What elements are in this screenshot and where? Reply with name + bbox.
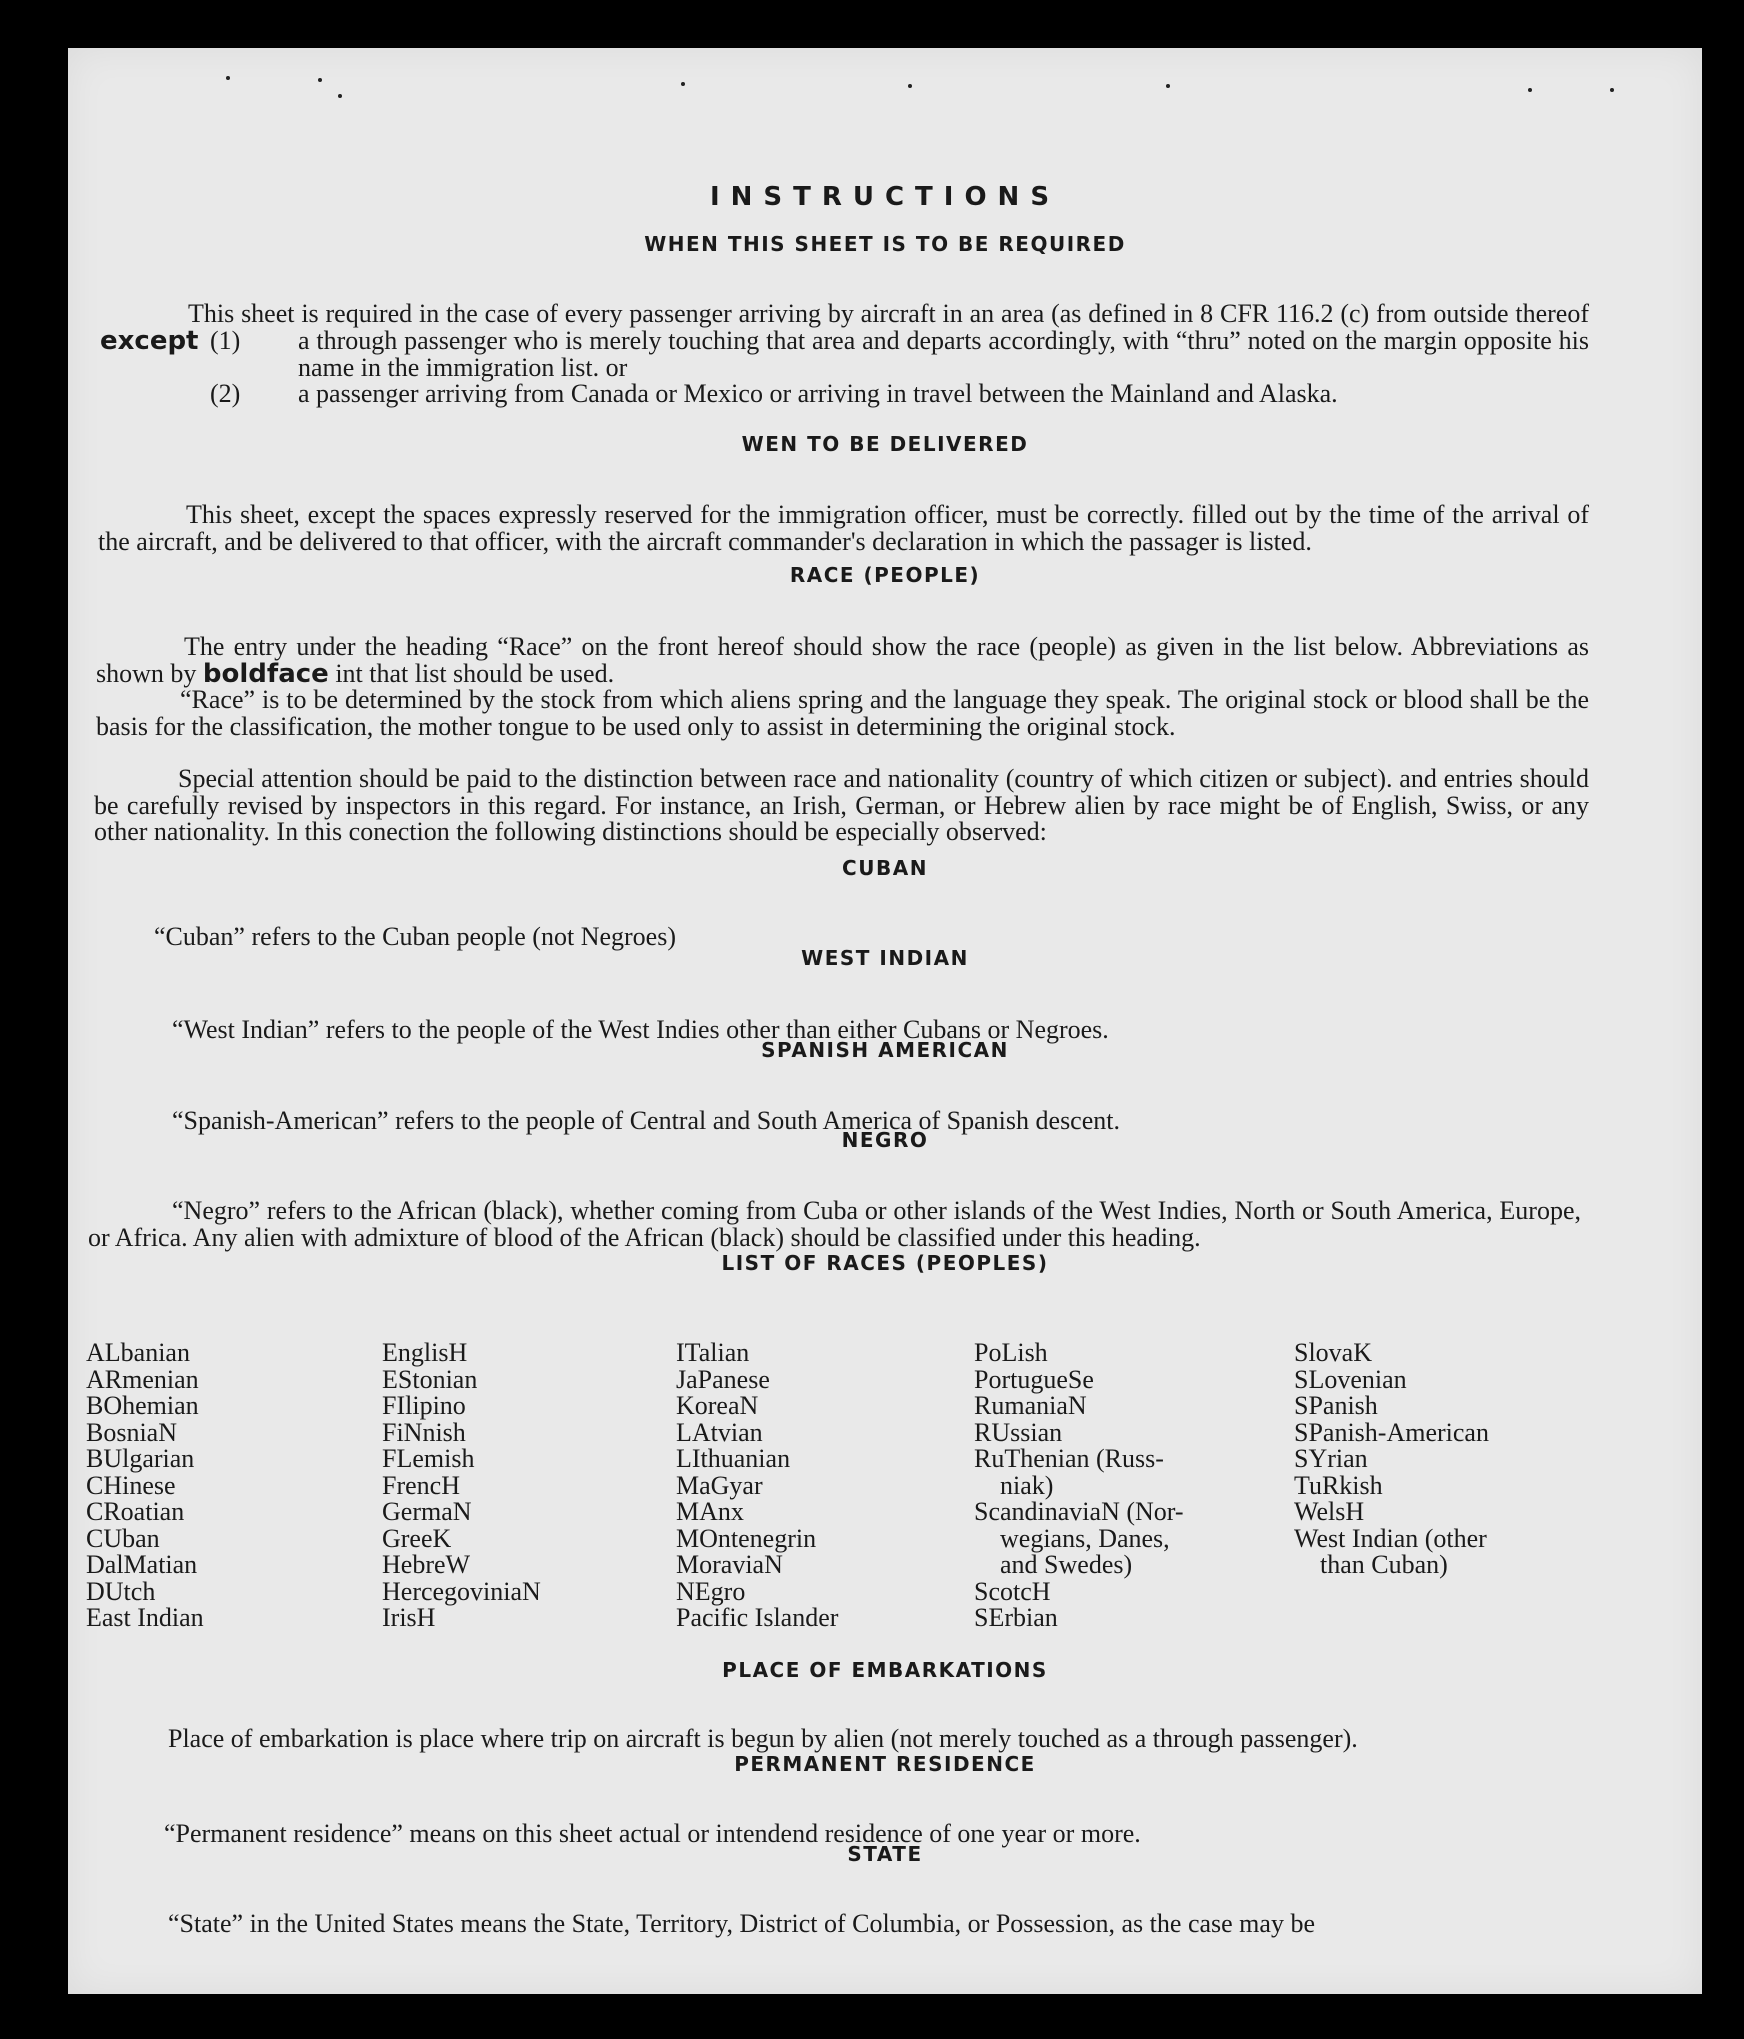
race-column-5 xyxy=(1294,1340,1489,1579)
race-item: GermaN xyxy=(382,1497,472,1526)
race-item: EnglisH xyxy=(382,1338,468,1367)
race-item: ITalian xyxy=(676,1338,750,1367)
paragraph-embarkation: Place of embarkation is place where trip on aircraft is begun by alien (not merely touched as a through passenger). xyxy=(168,1724,1358,1753)
race-item: wegians, Danes, xyxy=(1000,1523,1170,1553)
race-item: LIthuanian xyxy=(676,1444,791,1473)
heading-cuban: CUBAN xyxy=(842,856,928,880)
section-heading-when-delivered: WEN TO BE DELIVERED xyxy=(741,432,1029,456)
race-item: SPanish xyxy=(1294,1391,1378,1420)
race-item: BUlgarian xyxy=(86,1444,195,1473)
race-item: SErbian xyxy=(974,1603,1058,1632)
paragraph-negro: “Negro” refers to the African (black), whether coming from Cuba or other islands of the West Indies, North or South America, Europe, or Africa. Any alien with admixture of blood of the African (black) should be classified under this heading. xyxy=(88,1196,1581,1252)
race-item: MOntenegrin xyxy=(676,1523,817,1553)
race-item: DUtch xyxy=(86,1576,156,1606)
heading-state: STATE xyxy=(847,1842,923,1866)
race-item: ARmenian xyxy=(86,1364,199,1394)
speck xyxy=(1610,88,1614,92)
race-item: ScandinaviaN (Nor- xyxy=(974,1497,1184,1526)
race-item: WelsH xyxy=(1294,1497,1365,1526)
paragraph-permanent-residence: “Permanent residence” means on this sheet actual or intendend residence of one year or more. xyxy=(164,1819,1141,1848)
race-column-1 xyxy=(86,1340,204,1632)
race-item: MoraviaN xyxy=(676,1550,783,1579)
section-heading-when-required: WHEN THIS SHEET IS TO BE REQUIRED xyxy=(644,232,1126,256)
race-item: BosniaN xyxy=(86,1417,177,1447)
heading-permanent-residence: PERMANENT RESIDENCE xyxy=(734,1752,1036,1776)
race-item: ALbanian xyxy=(86,1338,190,1367)
speck xyxy=(1528,88,1532,92)
race-item: RUssian xyxy=(974,1417,1063,1447)
paragraph-west-indian: “West Indian” refers to the people of the West Indies other than either Cubans or Negroes. xyxy=(172,1015,1109,1044)
race-item: CHinese xyxy=(86,1470,176,1500)
race-item: LAtvian xyxy=(676,1417,763,1447)
race-item: ScotcH xyxy=(974,1576,1051,1606)
race-item: Pacific Islander xyxy=(676,1603,839,1632)
race-item: SlovaK xyxy=(1294,1338,1372,1367)
page-title: INSTRUCTIONS xyxy=(709,182,1061,212)
race-item: MAnx xyxy=(676,1497,744,1526)
race-item: NEgro xyxy=(676,1576,746,1606)
heading-west-indian: WEST INDIAN xyxy=(801,946,969,970)
speck xyxy=(908,84,912,88)
race-item: HebreW xyxy=(382,1550,471,1579)
paragraph-state: “State” in the United States means the State, Territory, District of Columbia, or Possession, as the case may be xyxy=(168,1909,1315,1938)
section-heading-race: RACE (PEOPLE) xyxy=(789,563,981,587)
heading-list-of-races: LIST OF RACES (PEOPLES) xyxy=(721,1251,1049,1275)
race-item: PoLish xyxy=(974,1338,1048,1367)
list-item-exception-1: (1) a through passenger who is merely touching that area and departs accordingly, with “thru” noted on the margin opposite his name in the immigration list. or xyxy=(210,326,1589,382)
race-item: GreeK xyxy=(382,1523,452,1553)
race-item: East Indian xyxy=(86,1603,204,1632)
race-item: EStonian xyxy=(382,1364,478,1394)
race-item: than Cuban) xyxy=(1320,1550,1448,1579)
speck xyxy=(1166,84,1170,88)
list-item-exception-2: (2) a passenger arriving from Canada or Mexico or arriving in travel between the Mainland and Alaska. xyxy=(210,379,1338,408)
race-item: SYrian xyxy=(1294,1444,1368,1473)
race-item: PortugueSe xyxy=(974,1364,1094,1394)
race-item: RuThenian (Russ- xyxy=(974,1444,1164,1473)
race-item: HercegoviniaN xyxy=(382,1576,541,1606)
heading-negro: NEGRO xyxy=(841,1128,929,1152)
paragraph-cuban: “Cuban” refers to the Cuban people (not Negroes) xyxy=(154,922,676,951)
document-page xyxy=(68,48,1702,1994)
race-item: SPanish-American xyxy=(1294,1417,1489,1447)
paragraph-spanish-american: “Spanish-American” refers to the people of Central and South America of Spanish descent. xyxy=(172,1106,1120,1135)
race-item: DalMatian xyxy=(86,1550,198,1579)
paragraph-race-nationality: Special attention should be paid to the distinction between race and nationality (country of which citizen or subject). and entries should be carefully revised by inspectors in this regard. For instance, an Irish, German, or Hebrew alien by race might be of English, Swiss, or any other nationality. In this conection the following distinctions should be especially observed: xyxy=(94,764,1589,846)
race-item: MaGyar xyxy=(676,1470,763,1500)
speck xyxy=(318,78,322,82)
race-item: JaPanese xyxy=(676,1364,770,1394)
paragraph-required: This sheet is required in the case of every passenger arriving by aircraft in an area (as defined in 8 CFR 116.2 (c) from outside thereof except xyxy=(100,299,1589,356)
speck xyxy=(681,82,685,86)
race-item: KoreaN xyxy=(676,1391,759,1420)
race-item: IrisH xyxy=(382,1603,436,1632)
race-item: niak) xyxy=(1000,1470,1054,1500)
race-item: FrencH xyxy=(382,1470,460,1500)
race-item: SLovenian xyxy=(1294,1364,1407,1394)
race-column-2 xyxy=(382,1340,541,1632)
heading-embarkation: PLACE OF EMBARKATIONS xyxy=(722,1658,1048,1682)
speck xyxy=(338,94,342,98)
race-item: CRoatian xyxy=(86,1497,185,1526)
race-item: RumaniaN xyxy=(974,1391,1087,1420)
paragraph-race-entry: The entry under the heading “Race” on the front hereof should show the race (people) as given in the list below. Abbreviations as shown by boldface int that list should be used. xyxy=(96,632,1589,689)
race-item: West Indian (other xyxy=(1294,1523,1487,1553)
race-item: TuRkish xyxy=(1294,1470,1383,1500)
race-column-3 xyxy=(676,1340,838,1632)
speck xyxy=(226,76,230,80)
race-column-4 xyxy=(974,1340,1184,1632)
race-item: and Swedes) xyxy=(1000,1550,1133,1579)
paragraph-race-definition: “Race” is to be determined by the stock from which aliens spring and the language they speak. The original stock or blood shall be the basis for the classification, the mother tongue to be used only to assist in determining the original stock. xyxy=(96,685,1589,741)
paragraph-delivery: This sheet, except the spaces expressly reserved for the immigration officer, must be correctly. filled out by the time of the arrival of the aircraft, and be delivered to that officer, with the aircraft commander's declaration in which the passager is listed. xyxy=(98,500,1589,556)
heading-spanish-american: SPANISH AMERICAN xyxy=(761,1038,1009,1062)
race-item: CUban xyxy=(86,1523,160,1553)
race-item: FIlipino xyxy=(382,1391,466,1420)
race-item: FLemish xyxy=(382,1444,475,1473)
race-item: BOhemian xyxy=(86,1391,199,1420)
race-item: FiNnish xyxy=(382,1417,466,1447)
